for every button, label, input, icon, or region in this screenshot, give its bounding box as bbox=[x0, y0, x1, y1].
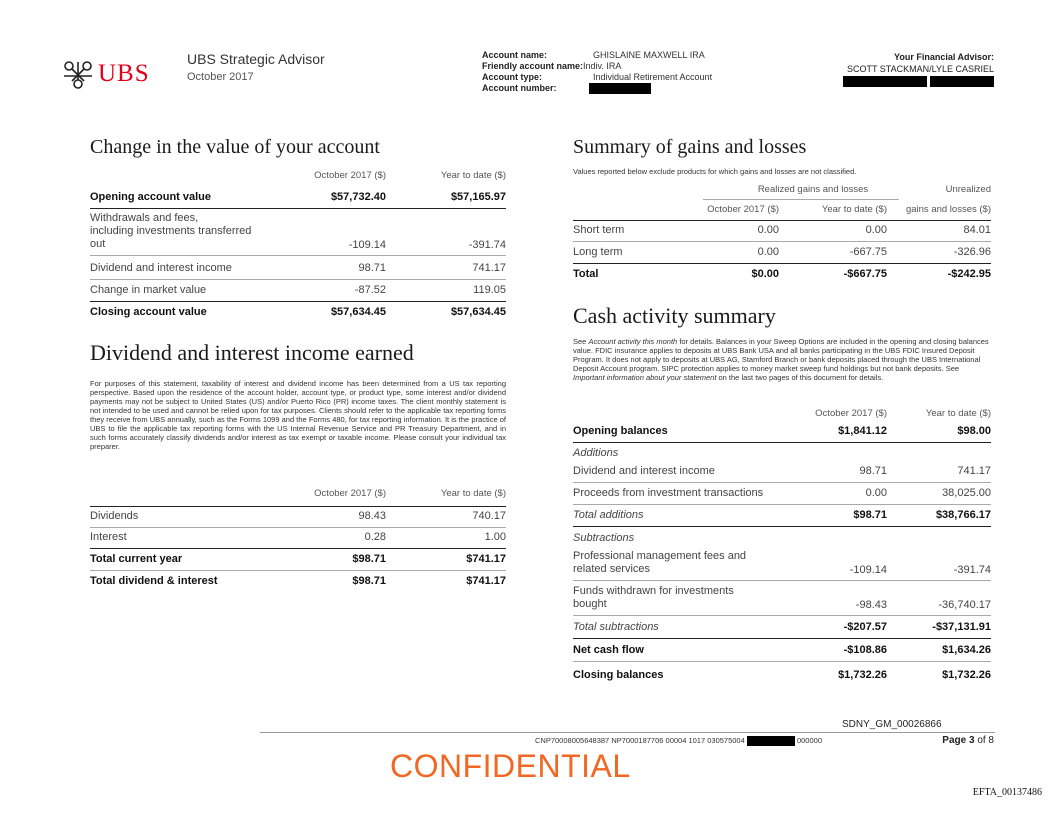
table-row: Interest 0.28 1.00 bbox=[90, 531, 506, 549]
account-type-value: Individual Retirement Account bbox=[593, 72, 713, 82]
statement-period: October 2017 bbox=[187, 71, 254, 83]
ubs-logo bbox=[60, 58, 96, 97]
footer-codes: CNP70008005648387 NP7000187706 00004 1017 030575004 000000 bbox=[535, 736, 822, 745]
financial-advisor bbox=[843, 51, 994, 87]
table-row: Total additions $98.71 $38,766.17 bbox=[573, 509, 991, 527]
table-row: Closing balances $1,732.26 $1,732.26 bbox=[573, 669, 991, 681]
additions-label: Additions bbox=[573, 447, 619, 459]
gains-title: Summary of gains and losses bbox=[573, 136, 807, 158]
advisor-redaction-2 bbox=[930, 76, 994, 87]
change-col-ytd: Year to date ($) bbox=[440, 170, 506, 181]
bates-stamp: SDNY_GM_00026866 bbox=[842, 719, 942, 730]
friendly-name-label: Friendly account name: bbox=[482, 61, 584, 71]
dividend-table bbox=[90, 488, 506, 588]
cash-paragraph: See Account activity this month for details. Balances in your Sweep Options are included in the opening and closing balances value. FDIC insurance applies to deposits at UBS Bank USA and all banks participating in the UBS FDIC Insured Deposit Program. It does not apply to deposits at UBS AG, Stamford Branch or bank deposits placed through the UBS International Deposit Account program. SIPC protection applies to money market sweep fund holdings but not bank deposits. See Important information about your statement on the last two pages of this document for details. bbox=[573, 337, 989, 382]
dividend-col-ytd: Year to date ($) bbox=[440, 488, 506, 499]
cash-table bbox=[573, 408, 991, 693]
table-row: Total subtractions -$207.57 -$37,131.91 bbox=[573, 621, 991, 639]
account-name-label: Account name: bbox=[482, 50, 548, 60]
gains-group-realized: Realized gains and losses bbox=[757, 184, 869, 195]
change-col-october: October 2017 ($) bbox=[314, 170, 386, 181]
table-row: Total dividend & interest $98.71 $741.17 bbox=[90, 575, 506, 587]
table-row: Opening balances $1,841.12 $98.00 bbox=[573, 425, 991, 443]
table-row: Long term 0.00 -667.75 -326.96 bbox=[573, 246, 991, 264]
change-value-title: Change in the value of your account bbox=[90, 136, 380, 158]
cash-title: Cash activity summary bbox=[573, 303, 776, 328]
table-row: Total $0.00 -$667.75 -$242.95 bbox=[573, 268, 991, 280]
gains-col-ytd: Year to date ($) bbox=[821, 204, 887, 215]
table-row: Short term 0.00 0.00 84.01 bbox=[573, 224, 991, 242]
account-number-label: Account number: bbox=[482, 83, 557, 93]
dividend-title: Dividend and interest income earned bbox=[90, 340, 414, 365]
confidential-watermark: CONFIDENTIAL bbox=[390, 748, 631, 784]
gains-group-unrealized: Unrealized bbox=[945, 184, 991, 195]
table-row: Change in market value -87.52 119.05 bbox=[90, 284, 506, 302]
table-row: Opening account value $57,732.40 $57,165.97 bbox=[90, 191, 506, 209]
gains-note: Values reported below exclude products for which gains and losses are not classified. bbox=[573, 167, 857, 176]
gains-col-unrealized: gains and losses ($) bbox=[905, 204, 991, 215]
account-name-value: GHISLAINE MAXWELL IRA bbox=[593, 50, 705, 60]
footer-redaction bbox=[747, 736, 795, 746]
account-type-label: Account type: bbox=[482, 72, 543, 82]
change-value-table bbox=[90, 170, 506, 325]
brand-title: UBS Strategic Advisor bbox=[187, 51, 325, 67]
advisor-label: Your Financial Advisor: bbox=[893, 52, 994, 62]
ubs-keys-icon bbox=[60, 58, 96, 92]
table-row: Withdrawals and fees, including investments transferred out -109.14 -391.74 bbox=[90, 212, 506, 256]
cash-col-october: October 2017 ($) bbox=[815, 408, 887, 419]
table-row: Dividends 98.43 740.17 bbox=[90, 510, 506, 528]
account-number-redaction bbox=[589, 83, 651, 94]
gains-table bbox=[573, 184, 991, 284]
table-row: Professional management fees and related services -109.14 -391.74 bbox=[573, 550, 991, 581]
table-row: Net cash flow -$108.86 $1,634.26 bbox=[573, 644, 991, 662]
subtractions-label: Subtractions bbox=[573, 532, 635, 544]
table-row: Proceeds from investment transactions 0.00 38,025.00 bbox=[573, 487, 991, 505]
table-row: Closing account value $57,634.45 $57,634.45 bbox=[90, 306, 506, 318]
advisor-redaction-1 bbox=[843, 76, 927, 87]
dividend-col-october: October 2017 ($) bbox=[314, 488, 386, 499]
friendly-name-value: Indiv. IRA bbox=[583, 61, 622, 71]
ubs-wordmark: UBS bbox=[98, 60, 150, 87]
page-indicator: Page 3 of 8 bbox=[942, 735, 994, 746]
efta-stamp: EFTA_00137486 bbox=[972, 787, 1042, 798]
gains-col-october: October 2017 ($) bbox=[707, 204, 779, 215]
table-row: Total current year $98.71 $741.17 bbox=[90, 553, 506, 571]
advisor-name: SCOTT STACKMAN/LYLE CASRIEL bbox=[846, 64, 994, 74]
cash-col-ytd: Year to date ($) bbox=[925, 408, 991, 419]
table-row: Dividend and interest income 98.71 741.17 bbox=[573, 465, 991, 483]
dividend-paragraph: For purposes of this statement, taxability of interest and dividend income has been determined from a US tax reporting perspective. Based upon the residence of the account holder, account type, or product type, some interest and/or dividend payments may not be subject to United States (US) and/or Puerto Rico (PR) income taxes. The client monthly statement is not intended to be used and cannot be relied upon for tax purposes. Clients should refer to the applicable tax reporting forms they receive from UBS annually, such as the Forms 1099 and the Forms 480, for tax reporting information. It is the practice of UBS to file the applicable tax reporting forms with the US Internal Revenue Service and PR Treasury Department, and in such forms accurately classify dividends and/or interest as tax exempt or taxable income. Please consult your individual tax preparer. bbox=[90, 379, 506, 451]
table-row: Funds withdrawn for investments bought -98.43 -36,740.17 bbox=[573, 585, 991, 616]
footer-divider bbox=[260, 732, 995, 733]
account-info bbox=[482, 50, 712, 94]
table-row: Dividend and interest income 98.71 741.17 bbox=[90, 262, 506, 280]
